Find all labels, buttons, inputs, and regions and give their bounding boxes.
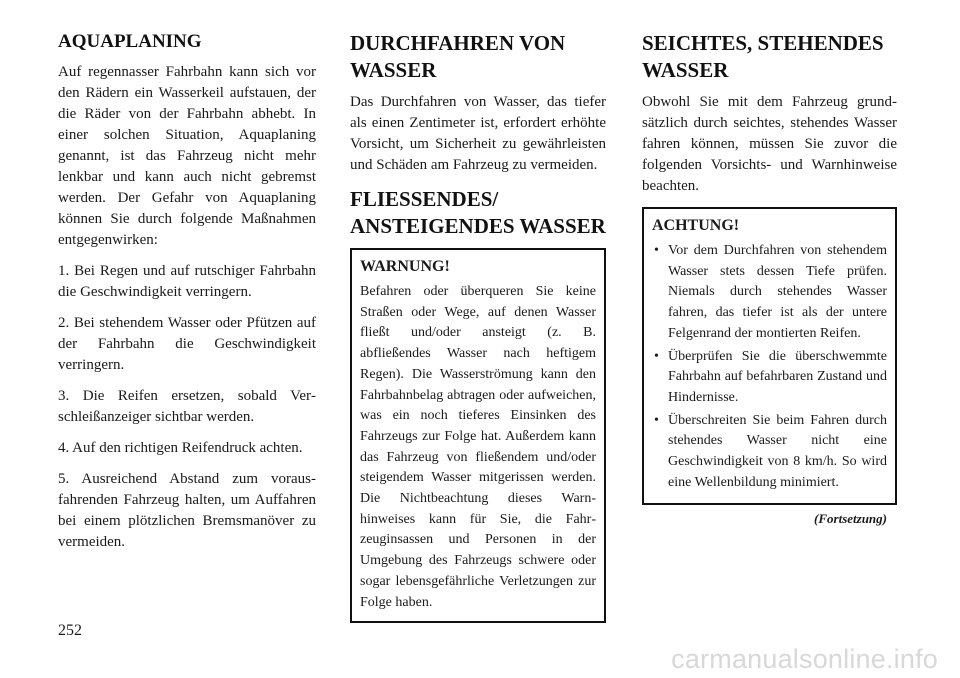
aquaplaning-item-1: 1. Bei Regen und auf rutschiger Fahrbahn die Geschwindigkeit verringern. bbox=[58, 263, 316, 300]
caution-item-2: • Überprüfen Sie die überschwemmte Fahrbahn auf befahrbaren Zustand und Hindernisse. bbox=[652, 347, 887, 409]
column-seichtes-wasser bbox=[642, 30, 897, 527]
aquaplaning-item-2: 2. Bei stehendem Wasser oder Pfützen auf der Fahrbahn die Geschwindigkeit verringern. bbox=[58, 315, 316, 373]
column-aquaplaning bbox=[58, 30, 316, 563]
caution-list bbox=[652, 241, 887, 493]
column-durchfahren bbox=[350, 30, 606, 623]
seichtes-wasser-heading: SEICHTES, STEHENDES WASSER bbox=[642, 31, 884, 82]
durchfahren-heading: DURCHFAHREN VON WASSER bbox=[350, 31, 566, 82]
aquaplaning-heading: AQUAPLANING bbox=[58, 31, 202, 52]
caution-item-3: • Überschreiten Sie beim Fahren durch stehendes Wasser nicht eine Geschwindigkeit von 8 km/h. So wird eine Wellenbildung minimiert. bbox=[652, 411, 887, 494]
durchfahren-intro: Das Durchfahren von Wasser, das tiefer als einen Zentimeter ist, erfordert erhöhte Vorsicht, um Sicherheit zu gewährleisten und Schäden am Fahrzeug zu vermeiden. bbox=[350, 94, 606, 173]
aquaplaning-intro: Auf regennasser Fahrbahn kann sich vor den Rädern ein Wasserkeil aufstauen, der die Räder von der Fahrbahn abhebt. In einer solchen Situation, Aquaplaning genannt, ist das Fahrzeug nicht mehr lenkbar und kann auch nicht gebremst werden. Der Gefahr von Aquaplaning können Sie durch folgende Maßnahmen entgegenwirken: bbox=[58, 64, 316, 248]
seichtes-wasser-intro: Obwohl Sie mit dem Fahrzeug grundsätzlich durch seichtes, stehendes Wasser fahren können, müssen Sie zuvor die folgenden Vorsichts- und Warnhinweise beachten. bbox=[642, 94, 897, 194]
watermark: carmanualsonline.info bbox=[671, 644, 938, 674]
warning-box bbox=[350, 248, 606, 623]
aquaplaning-item-3: 3. Die Reifen ersetzen, sobald Verschleißanzeiger sichtbar werden. bbox=[58, 388, 316, 425]
page-number: 252 bbox=[58, 622, 82, 639]
fliessendes-wasser-heading: FLIESSENDES/ ANSTEIGENDES WASSER bbox=[350, 187, 606, 238]
warning-text: Befahren oder überqueren Sie keine Straßen oder Wege, auf denen Wasser fließt und/oder ansteigt (z. B. abfließendes Wasser nach heftigem Regen). Die Wasserströmung kann den Fahrbahnbelag abtragen oder aufweichen, was ein noch tieferes Einsinken des Fahrzeugs zur Folge hat. Außerdem kann das Fahrzeug von fließendem und/oder steigendem Wasser mitgerissen werden. Die Nichtbeachtung dieses Warnhinweises kann für Sie, die Fahrzeuginsassen und Personen in der Umgebung des Fahrzeugs schwere oder sogar lebensgefährliche Verletzungen zur Folge haben. bbox=[360, 284, 596, 610]
caution-item-1: • Vor dem Durchfahren von stehendem Wasser stets dessen Tiefe prüfen. Niemals durch stehendes Wasser fahren, das tiefer ist als der untere Felgenrand der montierten Reifen. bbox=[652, 241, 887, 345]
continued-label: (Fortsetzung) bbox=[814, 511, 887, 527]
caution-title: ACHTUNG! bbox=[652, 217, 740, 234]
aquaplaning-item-4: 4. Auf den richtigen Reifendruck achten. bbox=[58, 440, 303, 456]
caution-box bbox=[642, 207, 897, 505]
warning-title: WARNUNG! bbox=[360, 258, 450, 275]
aquaplaning-item-5: 5. Ausreichend Abstand zum vorausfahrenden Fahrzeug halten, um Auffahren bei einem plötzlichen Bremsmanöver zu vermeiden. bbox=[58, 471, 316, 550]
